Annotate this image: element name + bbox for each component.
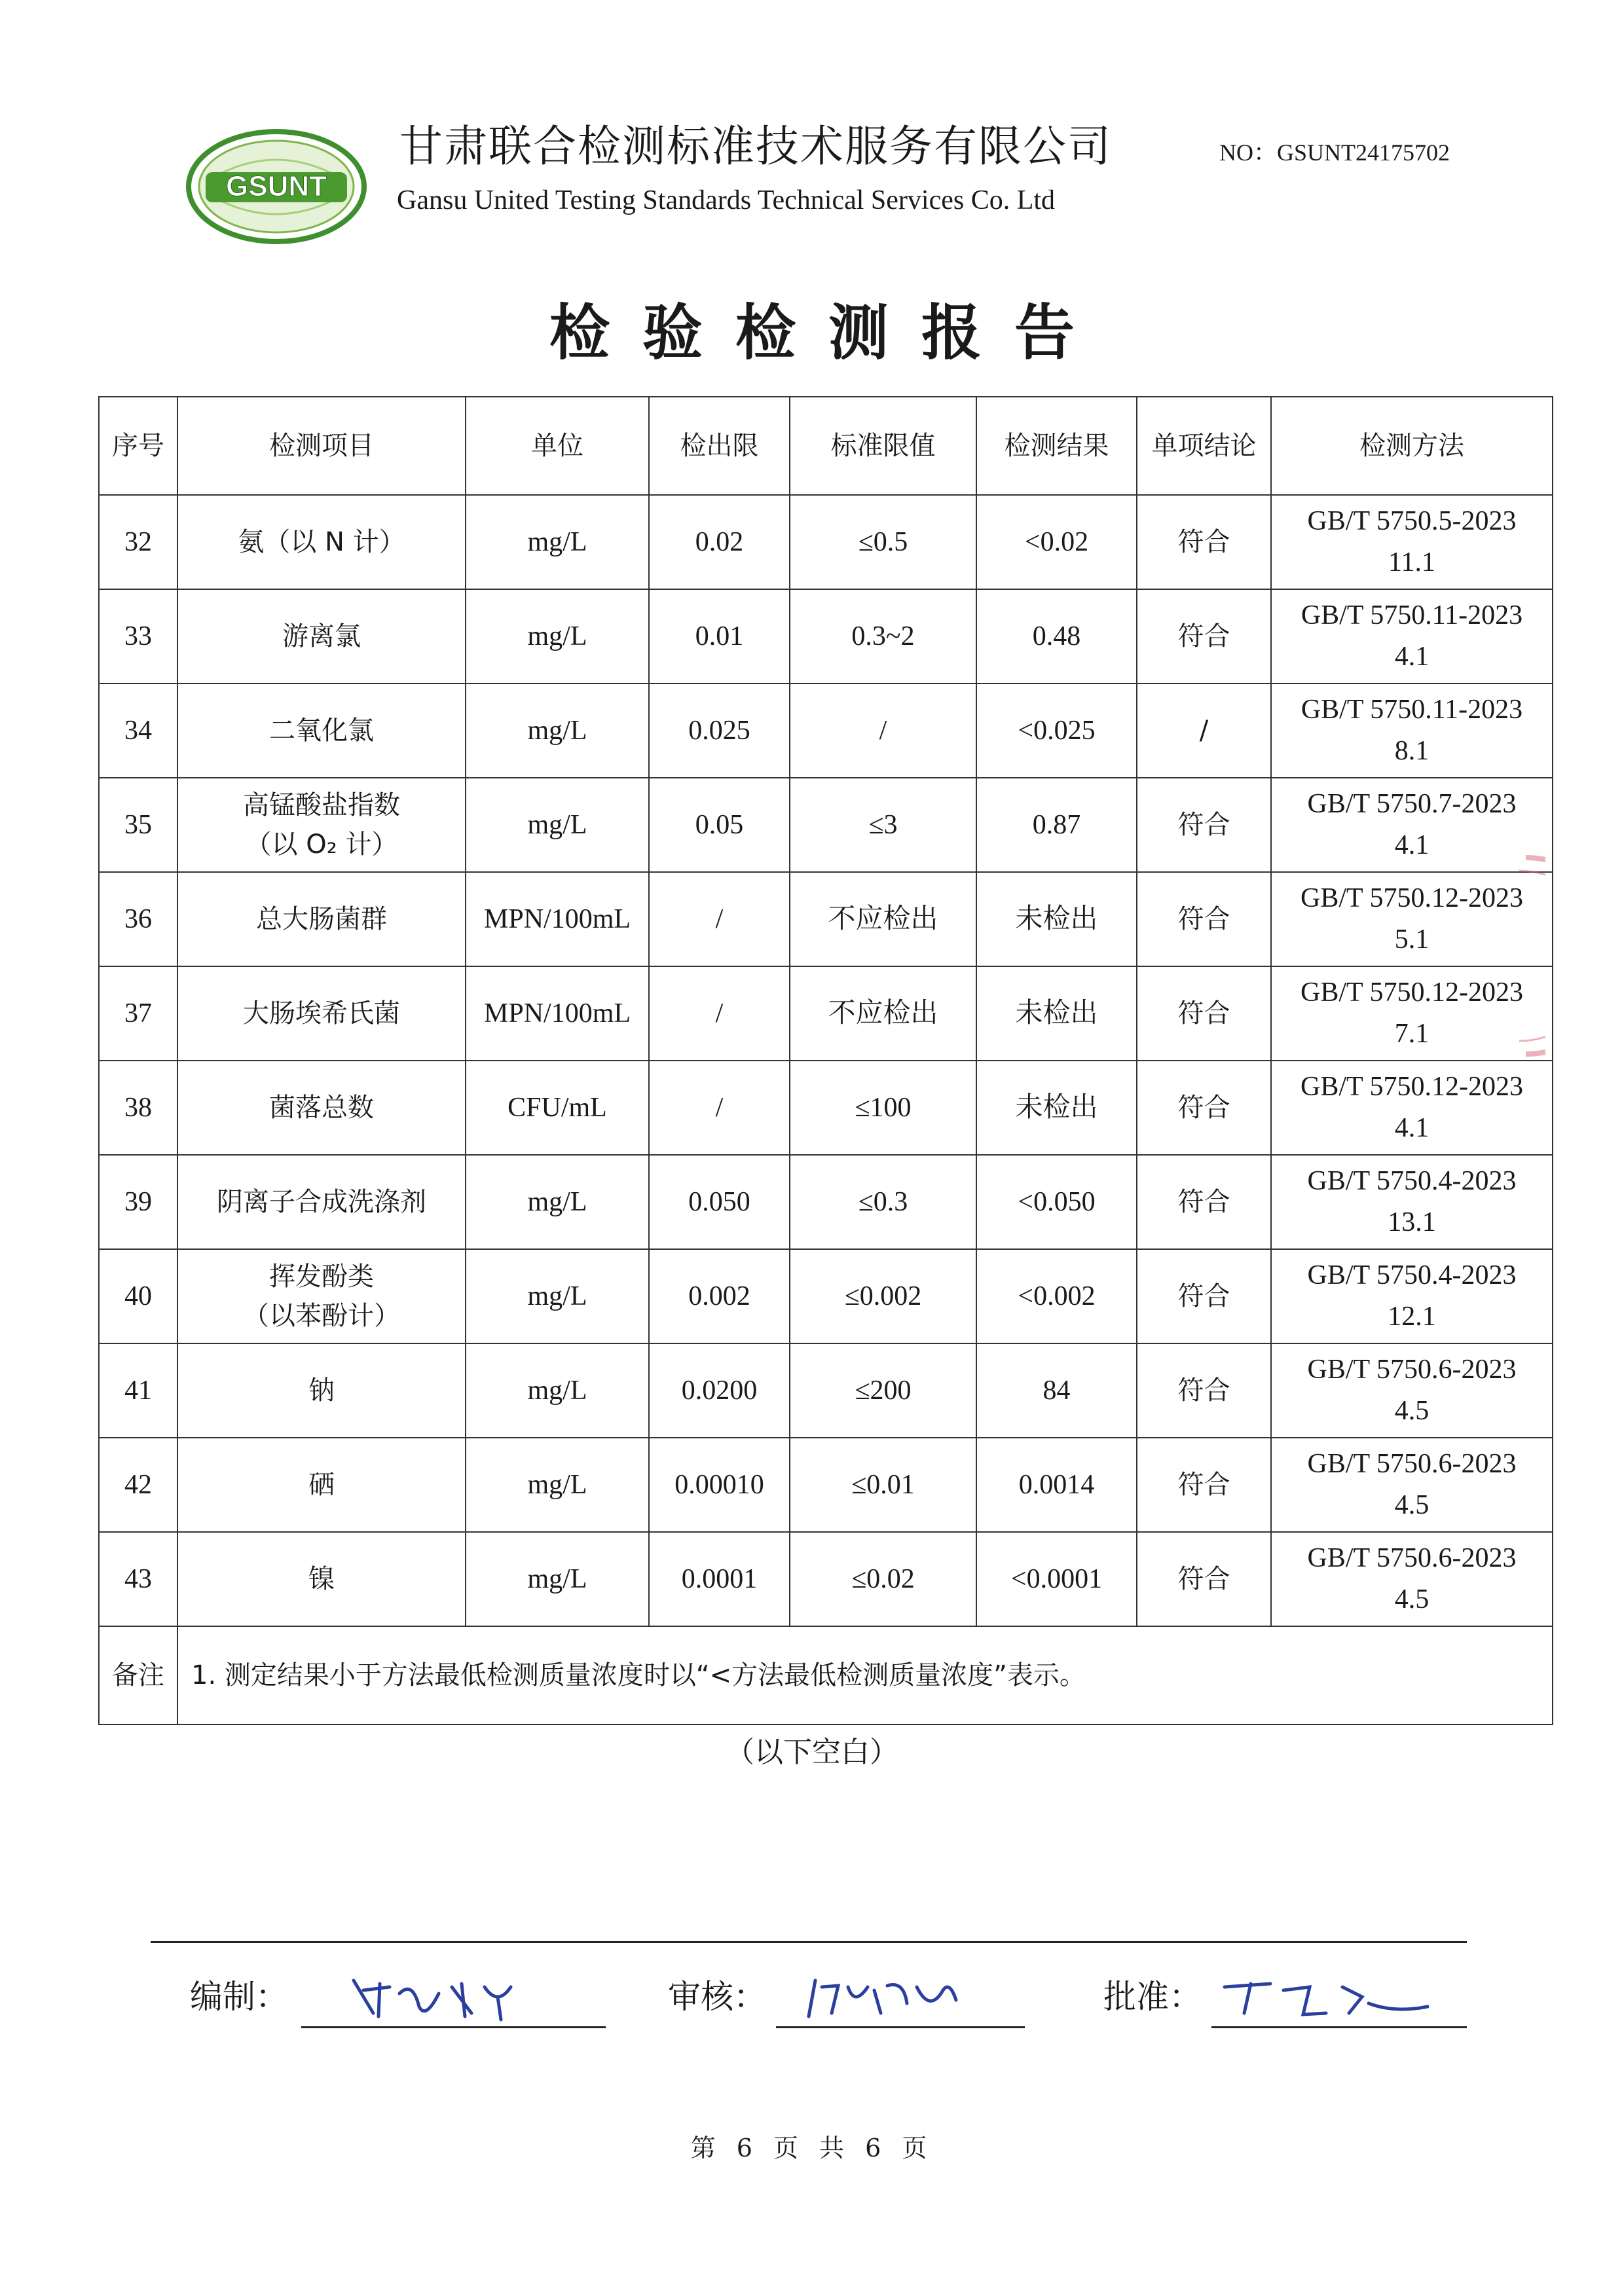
cell-lod: 0.050 bbox=[649, 1155, 790, 1249]
cell-no: 36 bbox=[99, 872, 177, 966]
cell-unit: MPN/100mL bbox=[466, 872, 649, 966]
cell-no: 33 bbox=[99, 589, 177, 683]
method-clause: 12.1 bbox=[1388, 1302, 1436, 1332]
table-row bbox=[99, 966, 1553, 1061]
method-clause: 4.5 bbox=[1394, 1396, 1430, 1426]
cell-no: 39 bbox=[99, 1155, 177, 1249]
table-row bbox=[99, 1155, 1553, 1249]
approved-by-signature bbox=[1211, 1967, 1467, 2028]
report-number: NO：GSUNT24175702 bbox=[1219, 139, 1450, 166]
logo-text: GSUNT bbox=[226, 170, 327, 202]
remark-text: 1. 测定结果小于方法最低检测质量浓度时以“<方法最低检测质量浓度”表示。 bbox=[177, 1626, 1553, 1724]
cell-method bbox=[1271, 1061, 1553, 1155]
cell-result: 0.48 bbox=[976, 589, 1137, 683]
cell-conclusion: 符合 bbox=[1137, 589, 1271, 683]
method-clause: 4.5 bbox=[1394, 1584, 1430, 1614]
item-name: 硒 bbox=[308, 1470, 335, 1500]
method-clause: 8.1 bbox=[1394, 736, 1430, 766]
cell-item bbox=[177, 1061, 466, 1155]
cell-lod: / bbox=[649, 1061, 790, 1155]
cell-conclusion: 符合 bbox=[1137, 966, 1271, 1061]
cell-limit: ≤0.5 bbox=[790, 495, 976, 589]
cell-unit: mg/L bbox=[466, 1343, 649, 1438]
report-title: 检验检测报告 bbox=[549, 298, 1107, 368]
cell-item bbox=[177, 1343, 466, 1438]
cell-result: 0.0014 bbox=[976, 1438, 1137, 1532]
cell-no: 34 bbox=[99, 683, 177, 778]
cell-result: 84 bbox=[976, 1343, 1137, 1438]
method-clause: 4.1 bbox=[1394, 642, 1430, 672]
cell-unit: mg/L bbox=[466, 778, 649, 872]
reviewed-by-signature bbox=[776, 1967, 1025, 2028]
table-row bbox=[99, 872, 1553, 966]
cell-lod: 0.05 bbox=[649, 778, 790, 872]
cell-result: <0.02 bbox=[976, 495, 1137, 589]
column-header: 检测项目 bbox=[177, 397, 466, 495]
method-clause: 4.5 bbox=[1394, 1490, 1430, 1520]
table-row bbox=[99, 495, 1553, 589]
remark-row bbox=[99, 1626, 1553, 1724]
cell-item bbox=[177, 1438, 466, 1532]
cell-result: 未检出 bbox=[976, 1061, 1137, 1155]
cell-limit: ≤0.02 bbox=[790, 1532, 976, 1626]
item-name: 游离氯 bbox=[282, 621, 361, 651]
method-standard: GB/T 5750.11-2023 bbox=[1301, 695, 1523, 725]
cell-no: 41 bbox=[99, 1343, 177, 1438]
cell-conclusion: 符合 bbox=[1137, 1249, 1271, 1343]
cell-lod: 0.0200 bbox=[649, 1343, 790, 1438]
table-row bbox=[99, 1343, 1553, 1438]
cell-limit: ≤0.3 bbox=[790, 1155, 976, 1249]
cell-unit: MPN/100mL bbox=[466, 966, 649, 1061]
cell-item bbox=[177, 495, 466, 589]
cell-unit: mg/L bbox=[466, 1249, 649, 1343]
reviewed-by-label: 审核： bbox=[668, 1978, 766, 2016]
column-header: 单位 bbox=[466, 397, 649, 495]
item-basis: （以 O₂ 计） bbox=[245, 829, 398, 860]
cell-limit: 不应检出 bbox=[790, 966, 976, 1061]
handwritten-signature bbox=[776, 1967, 1025, 2026]
page-number: 第 6 页 共 6 页 bbox=[690, 2134, 934, 2162]
cell-method bbox=[1271, 495, 1553, 589]
cell-conclusion: 符合 bbox=[1137, 1061, 1271, 1155]
method-standard: GB/T 5750.12-2023 bbox=[1301, 883, 1523, 913]
approved-by-label: 批准： bbox=[1103, 1978, 1202, 2016]
company-logo bbox=[185, 128, 368, 246]
cell-lod: 0.00010 bbox=[649, 1438, 790, 1532]
cell-conclusion: 符合 bbox=[1137, 778, 1271, 872]
column-header: 序号 bbox=[99, 397, 177, 495]
cell-limit: ≤200 bbox=[790, 1343, 976, 1438]
cell-limit: ≤0.002 bbox=[790, 1249, 976, 1343]
column-header: 检测方法 bbox=[1271, 397, 1553, 495]
item-basis: （以苯酚计） bbox=[243, 1301, 400, 1331]
cell-method bbox=[1271, 1532, 1553, 1626]
cell-unit: CFU/mL bbox=[466, 1061, 649, 1155]
method-clause: 7.1 bbox=[1394, 1019, 1430, 1049]
cell-item bbox=[177, 1532, 466, 1626]
method-standard: GB/T 5750.5-2023 bbox=[1307, 506, 1517, 536]
cell-lod: 0.0001 bbox=[649, 1532, 790, 1626]
cell-no: 42 bbox=[99, 1438, 177, 1532]
cell-item bbox=[177, 966, 466, 1061]
item-name: 二氧化氯 bbox=[269, 716, 374, 746]
cell-lod: / bbox=[649, 966, 790, 1061]
cell-conclusion: 符合 bbox=[1137, 1343, 1271, 1438]
item-name: 挥发酚类 bbox=[269, 1262, 374, 1292]
seal-graphic bbox=[1428, 851, 1545, 1061]
cell-unit: mg/L bbox=[466, 495, 649, 589]
cell-result: <0.0001 bbox=[976, 1532, 1137, 1626]
column-header: 单项结论 bbox=[1137, 397, 1271, 495]
cell-item bbox=[177, 589, 466, 683]
cell-result: 未检出 bbox=[976, 872, 1137, 966]
compiled-by-signature bbox=[301, 1967, 606, 2028]
table-row bbox=[99, 683, 1553, 778]
cell-no: 40 bbox=[99, 1249, 177, 1343]
method-standard: GB/T 5750.4-2023 bbox=[1307, 1260, 1517, 1290]
cell-item bbox=[177, 872, 466, 966]
cell-conclusion: 符合 bbox=[1137, 1155, 1271, 1249]
method-clause: 4.1 bbox=[1394, 830, 1430, 860]
table-row bbox=[99, 1061, 1553, 1155]
item-name: 氨（以 N 计） bbox=[238, 527, 405, 557]
handwritten-signature bbox=[301, 1967, 606, 2026]
item-name: 大肠埃希氏菌 bbox=[243, 998, 400, 1029]
company-name-en: Gansu United Testing Standards Technical Services Co. Ltd bbox=[397, 185, 1056, 215]
cell-result: <0.025 bbox=[976, 683, 1137, 778]
cell-lod: / bbox=[649, 872, 790, 966]
method-standard: GB/T 5750.6-2023 bbox=[1307, 1449, 1517, 1479]
table-row bbox=[99, 1438, 1553, 1532]
cell-conclusion: / bbox=[1137, 683, 1271, 778]
item-name: 钠 bbox=[308, 1376, 335, 1406]
cell-lod: 0.002 bbox=[649, 1249, 790, 1343]
cell-no: 32 bbox=[99, 495, 177, 589]
remark-label: 备注 bbox=[99, 1626, 177, 1724]
method-standard: GB/T 5750.7-2023 bbox=[1307, 789, 1517, 819]
column-header: 检测结果 bbox=[976, 397, 1137, 495]
cell-limit: ≤3 bbox=[790, 778, 976, 872]
company-name-cn: 甘肃联合检测标准技术服务有限公司 bbox=[399, 121, 1112, 172]
cell-unit: mg/L bbox=[466, 589, 649, 683]
cell-unit: mg/L bbox=[466, 683, 649, 778]
cell-limit: 不应检出 bbox=[790, 872, 976, 966]
method-standard: GB/T 5750.12-2023 bbox=[1301, 977, 1523, 1008]
table-row bbox=[99, 778, 1553, 872]
method-standard: GB/T 5750.6-2023 bbox=[1307, 1355, 1517, 1385]
signature-divider bbox=[151, 1941, 1467, 1943]
method-clause: 13.1 bbox=[1388, 1207, 1436, 1237]
cell-unit: mg/L bbox=[466, 1532, 649, 1626]
method-standard: GB/T 5750.6-2023 bbox=[1307, 1543, 1517, 1573]
item-name: 总大肠菌群 bbox=[256, 904, 387, 934]
handwritten-signature bbox=[1211, 1967, 1467, 2026]
item-name: 菌落总数 bbox=[269, 1093, 374, 1123]
cell-unit: mg/L bbox=[466, 1438, 649, 1532]
item-name: 阴离子合成洗涤剂 bbox=[217, 1187, 426, 1217]
cell-result: 0.87 bbox=[976, 778, 1137, 872]
blank-below-note: （以下空白） bbox=[726, 1736, 898, 1769]
cell-conclusion: 符合 bbox=[1137, 872, 1271, 966]
cell-result: <0.050 bbox=[976, 1155, 1137, 1249]
cell-method bbox=[1271, 683, 1553, 778]
cell-conclusion: 符合 bbox=[1137, 1438, 1271, 1532]
cell-method bbox=[1271, 1155, 1553, 1249]
cell-method bbox=[1271, 1343, 1553, 1438]
method-standard: GB/T 5750.12-2023 bbox=[1301, 1072, 1523, 1102]
cell-result: 未检出 bbox=[976, 966, 1137, 1061]
table-row bbox=[99, 589, 1553, 683]
cell-no: 38 bbox=[99, 1061, 177, 1155]
cell-no: 37 bbox=[99, 966, 177, 1061]
cell-lod: 0.01 bbox=[649, 589, 790, 683]
cell-limit: ≤100 bbox=[790, 1061, 976, 1155]
table-header-row bbox=[99, 397, 1553, 495]
compiled-by-label: 编制： bbox=[190, 1978, 288, 2016]
logo-graphic bbox=[185, 128, 368, 246]
cell-conclusion: 符合 bbox=[1137, 495, 1271, 589]
column-header: 检出限 bbox=[649, 397, 790, 495]
cell-unit: mg/L bbox=[466, 1155, 649, 1249]
cell-lod: 0.02 bbox=[649, 495, 790, 589]
table-row bbox=[99, 1532, 1553, 1626]
official-seal bbox=[1428, 851, 1545, 1061]
cell-limit: ≤0.01 bbox=[790, 1438, 976, 1532]
cell-limit: 0.3~2 bbox=[790, 589, 976, 683]
table-row bbox=[99, 1249, 1553, 1343]
cell-result: <0.002 bbox=[976, 1249, 1137, 1343]
cell-conclusion: 符合 bbox=[1137, 1532, 1271, 1626]
method-clause: 5.1 bbox=[1394, 924, 1430, 955]
item-name: 镍 bbox=[308, 1564, 335, 1594]
cell-lod: 0.025 bbox=[649, 683, 790, 778]
cell-method bbox=[1271, 589, 1553, 683]
method-standard: GB/T 5750.11-2023 bbox=[1301, 600, 1523, 630]
cell-item bbox=[177, 778, 466, 872]
method-clause: 11.1 bbox=[1388, 547, 1435, 577]
method-clause: 4.1 bbox=[1394, 1113, 1430, 1143]
cell-item bbox=[177, 1155, 466, 1249]
method-standard: GB/T 5750.4-2023 bbox=[1307, 1166, 1517, 1196]
column-header: 标准限值 bbox=[790, 397, 976, 495]
cell-no: 35 bbox=[99, 778, 177, 872]
cell-method bbox=[1271, 1438, 1553, 1532]
cell-no: 43 bbox=[99, 1532, 177, 1626]
cell-method bbox=[1271, 1249, 1553, 1343]
cell-limit: / bbox=[790, 683, 976, 778]
cell-item bbox=[177, 683, 466, 778]
cell-item bbox=[177, 1249, 466, 1343]
results-table bbox=[98, 396, 1553, 1725]
item-name: 高锰酸盐指数 bbox=[243, 790, 400, 820]
